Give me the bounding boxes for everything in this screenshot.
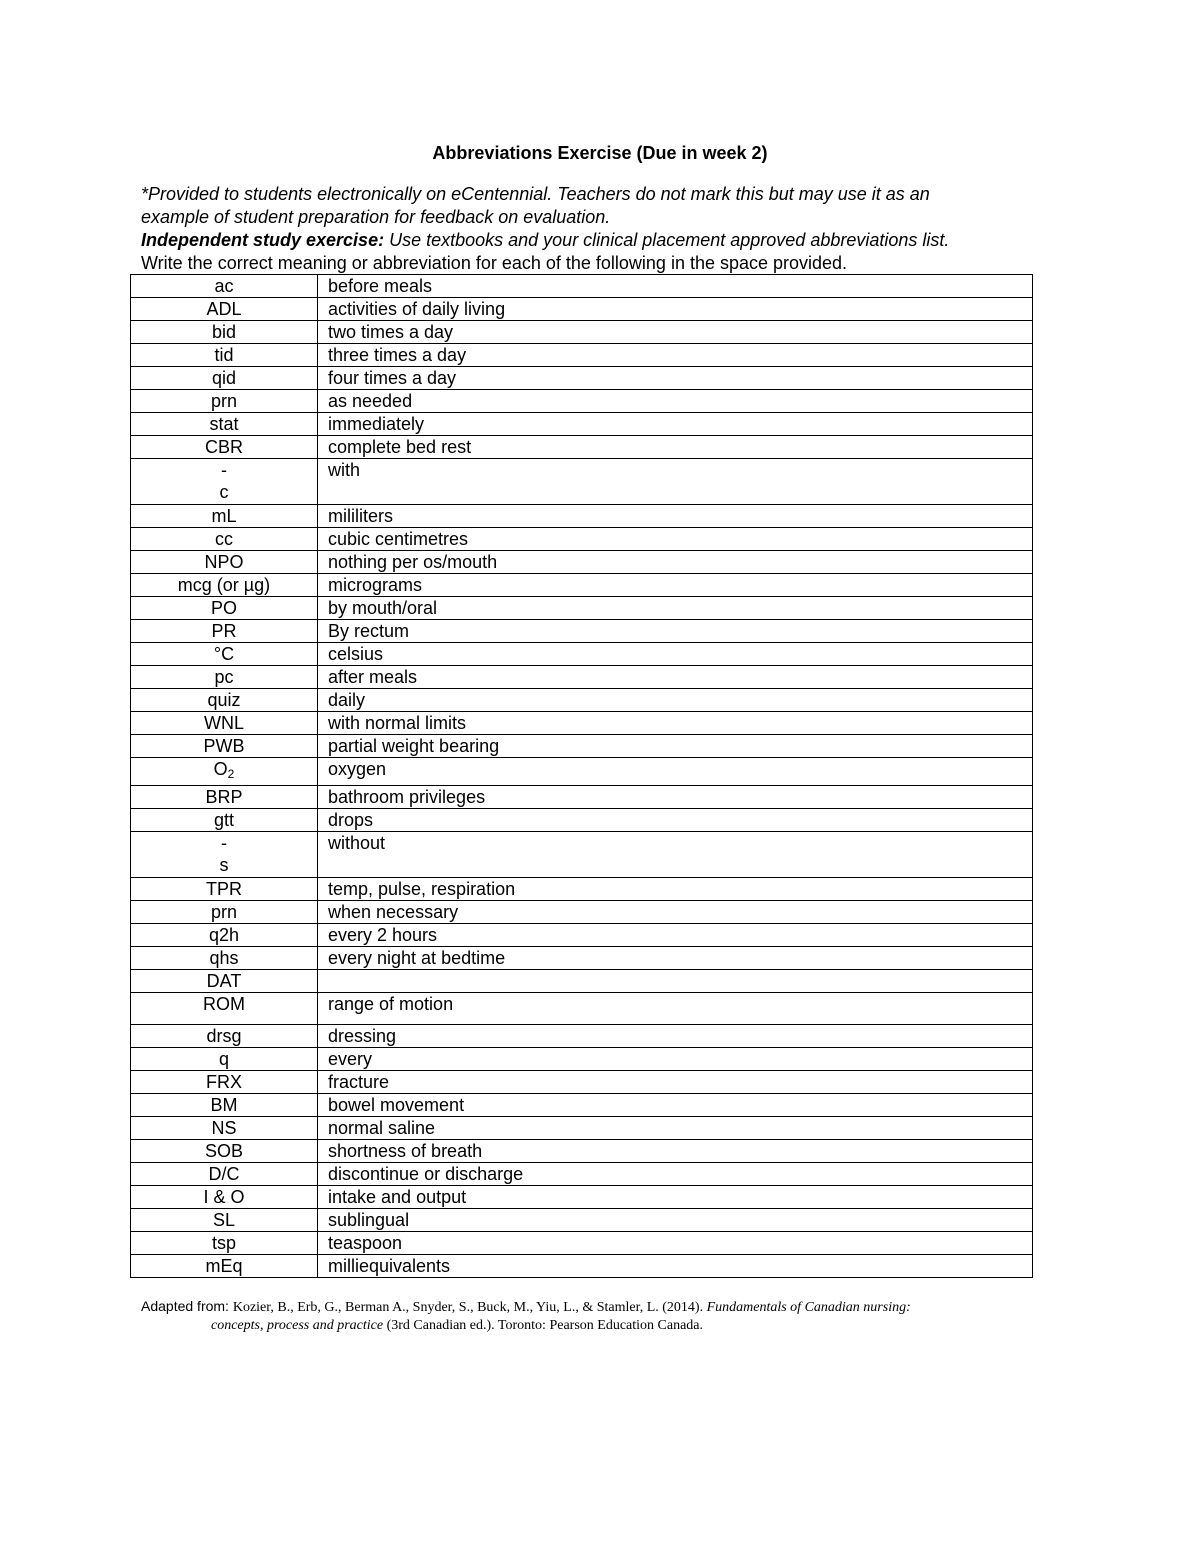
table-row <box>131 620 1033 643</box>
abbreviations-table <box>130 274 1033 1278</box>
meaning-cell: dressing <box>318 1025 1033 1048</box>
table-row <box>131 1140 1033 1163</box>
meaning-cell: By rectum <box>318 620 1033 643</box>
abbreviation-text: O <box>213 759 228 779</box>
abbreviation-cell: mcg (or µg) <box>131 574 318 597</box>
table-row <box>131 321 1033 344</box>
meaning-cell: before meals <box>318 275 1033 298</box>
meaning-cell: activities of daily living <box>318 298 1033 321</box>
abbreviation-cell: I & O <box>131 1186 318 1209</box>
abbreviation-cell: BM <box>131 1094 318 1117</box>
abbreviation-cell: gtt <box>131 809 318 832</box>
abbreviation-cell: PR <box>131 620 318 643</box>
citation <box>141 1297 1041 1335</box>
table-row <box>131 712 1033 735</box>
meaning-cell: nothing per os/mouth <box>318 551 1033 574</box>
meaning-cell: sublingual <box>318 1209 1033 1232</box>
abbreviation-letter: s <box>219 855 229 875</box>
abbreviation-cell: NS <box>131 1117 318 1140</box>
citation-book-title-1: Fundamentals of Canadian nursing: <box>706 1300 911 1315</box>
abbreviation-cell: PO <box>131 597 318 620</box>
meaning-cell: immediately <box>318 413 1033 436</box>
meaning-cell: celsius <box>318 643 1033 666</box>
meaning-cell: after meals <box>318 666 1033 689</box>
meaning-cell: mililiters <box>318 505 1033 528</box>
abbreviation-cell: BRP <box>131 786 318 809</box>
citation-lead: Adapted from: <box>141 1298 233 1314</box>
table-row <box>131 1025 1033 1048</box>
abbreviation-letter: c <box>219 482 229 502</box>
document-title: Abbreviations Exercise (Due in week 2) <box>432 143 768 163</box>
citation-authors: Kozier, B., Erb, G., Berman A., Snyder, S., Buck, M., Yiu, L., & Stamler, L. (2014). <box>232 1300 707 1315</box>
abbreviation-cell: tid <box>131 344 318 367</box>
table-row <box>131 689 1033 712</box>
meaning-cell: with normal limits <box>318 712 1033 735</box>
abbreviation-cell: drsg <box>131 1025 318 1048</box>
abbreviation-cell: D/C <box>131 1163 318 1186</box>
table-row <box>131 413 1033 436</box>
meaning-cell: teaspoon <box>318 1232 1033 1255</box>
abbreviation-cell: q <box>131 1048 318 1071</box>
meaning-cell: daily <box>318 689 1033 712</box>
table-row <box>131 735 1033 758</box>
abbreviation-cell: FRX <box>131 1071 318 1094</box>
table-row <box>131 1048 1033 1071</box>
citation-second-line <box>141 1317 1041 1335</box>
table-row <box>131 809 1033 832</box>
meaning-cell: every 2 hours <box>318 924 1033 947</box>
meaning-cell: with <box>318 459 1033 505</box>
abbreviation-cell: bid <box>131 321 318 344</box>
meaning-cell: four times a day <box>318 367 1033 390</box>
meaning-cell: temp, pulse, respiration <box>318 878 1033 901</box>
table-row <box>131 832 1033 878</box>
citation-publisher: (3rd Canadian ed.). Toronto: Pearson Education Canada. <box>383 1318 704 1333</box>
instructions <box>141 183 1041 275</box>
table-row <box>131 1094 1033 1117</box>
abbreviation-cell: SOB <box>131 1140 318 1163</box>
meaning-cell: partial weight bearing <box>318 735 1033 758</box>
abbreviations-table-body <box>131 275 1033 1278</box>
abbreviation-cell <box>131 459 318 505</box>
meaning-cell: oxygen <box>318 758 1033 786</box>
abbreviation-cell: ADL <box>131 298 318 321</box>
abbreviation-cell: pc <box>131 666 318 689</box>
meaning-cell: shortness of breath <box>318 1140 1033 1163</box>
table-row <box>131 597 1033 620</box>
table-row <box>131 574 1033 597</box>
table-row <box>131 528 1033 551</box>
table-row <box>131 1186 1033 1209</box>
instructions-line-4: Write the correct meaning or abbreviation for each of the following in the space provided. <box>141 253 848 273</box>
table-row <box>131 344 1033 367</box>
table-row <box>131 390 1033 413</box>
abbreviation-cell: SL <box>131 1209 318 1232</box>
instructions-line-1: *Provided to students electronically on eCentennial. Teachers do not mark this but may use it as an <box>141 184 930 204</box>
table-row <box>131 993 1033 1025</box>
meaning-cell: by mouth/oral <box>318 597 1033 620</box>
abbreviation-subscript: 2 <box>227 767 235 781</box>
table-row <box>131 551 1033 574</box>
meaning-cell: bowel movement <box>318 1094 1033 1117</box>
meaning-cell: micrograms <box>318 574 1033 597</box>
instructions-line-2: example of student preparation for feedback on evaluation. <box>141 207 611 227</box>
meaning-cell <box>318 970 1033 993</box>
independent-study-label: Independent study exercise: <box>141 230 385 250</box>
abbreviation-cell: °C <box>131 643 318 666</box>
abbreviation-cell <box>131 832 318 878</box>
abbreviation-cell: mL <box>131 505 318 528</box>
table-row <box>131 298 1033 321</box>
abbreviation-cell: stat <box>131 413 318 436</box>
abbreviation-cell: cc <box>131 528 318 551</box>
abbreviation-cell: DAT <box>131 970 318 993</box>
table-row <box>131 1163 1033 1186</box>
meaning-cell: as needed <box>318 390 1033 413</box>
abbreviation-cell: prn <box>131 901 318 924</box>
meaning-cell: cubic centimetres <box>318 528 1033 551</box>
meaning-cell: range of motion <box>318 993 1033 1025</box>
abbreviation-bar: - <box>221 833 227 853</box>
abbreviation-cell: ROM <box>131 993 318 1025</box>
abbreviation-cell: ac <box>131 275 318 298</box>
table-row <box>131 367 1033 390</box>
meaning-cell: three times a day <box>318 344 1033 367</box>
independent-study-text: Use textbooks and your clinical placement approved abbreviations list. <box>384 230 950 250</box>
meaning-cell: normal saline <box>318 1117 1033 1140</box>
meaning-cell: two times a day <box>318 321 1033 344</box>
meaning-cell: complete bed rest <box>318 436 1033 459</box>
table-row <box>131 758 1033 786</box>
table-row <box>131 459 1033 505</box>
abbreviation-bar: - <box>221 460 227 480</box>
table-row <box>131 1117 1033 1140</box>
table-row <box>131 1255 1033 1278</box>
table-row <box>131 901 1033 924</box>
abbreviation-cell: TPR <box>131 878 318 901</box>
meaning-cell: every <box>318 1048 1033 1071</box>
abbreviation-cell: qhs <box>131 947 318 970</box>
table-row <box>131 1071 1033 1094</box>
table-row <box>131 643 1033 666</box>
meaning-cell: discontinue or discharge <box>318 1163 1033 1186</box>
table-row <box>131 666 1033 689</box>
table-row <box>131 786 1033 809</box>
abbreviation-cell: tsp <box>131 1232 318 1255</box>
instructions-line-3 <box>141 229 1041 252</box>
abbreviation-cell: quiz <box>131 689 318 712</box>
meaning-cell: bathroom privileges <box>318 786 1033 809</box>
table-row <box>131 878 1033 901</box>
table-row <box>131 1232 1033 1255</box>
table-row <box>131 970 1033 993</box>
table-row <box>131 275 1033 298</box>
abbreviation-cell: mEq <box>131 1255 318 1278</box>
abbreviation-cell: NPO <box>131 551 318 574</box>
table-row <box>131 947 1033 970</box>
table-row <box>131 505 1033 528</box>
meaning-cell: fracture <box>318 1071 1033 1094</box>
abbreviation-cell: prn <box>131 390 318 413</box>
abbreviation-cell: q2h <box>131 924 318 947</box>
table-row <box>131 1209 1033 1232</box>
abbreviation-cell <box>131 758 318 786</box>
meaning-cell: when necessary <box>318 901 1033 924</box>
meaning-cell: drops <box>318 809 1033 832</box>
table-row <box>131 436 1033 459</box>
abbreviation-cell: CBR <box>131 436 318 459</box>
abbreviation-cell: WNL <box>131 712 318 735</box>
table-row <box>131 924 1033 947</box>
abbreviation-cell: qid <box>131 367 318 390</box>
meaning-cell: without <box>318 832 1033 878</box>
citation-book-title-2: concepts, process and practice <box>211 1318 384 1333</box>
abbreviation-cell: PWB <box>131 735 318 758</box>
meaning-cell: intake and output <box>318 1186 1033 1209</box>
meaning-cell: milliequivalents <box>318 1255 1033 1278</box>
meaning-cell: every night at bedtime <box>318 947 1033 970</box>
